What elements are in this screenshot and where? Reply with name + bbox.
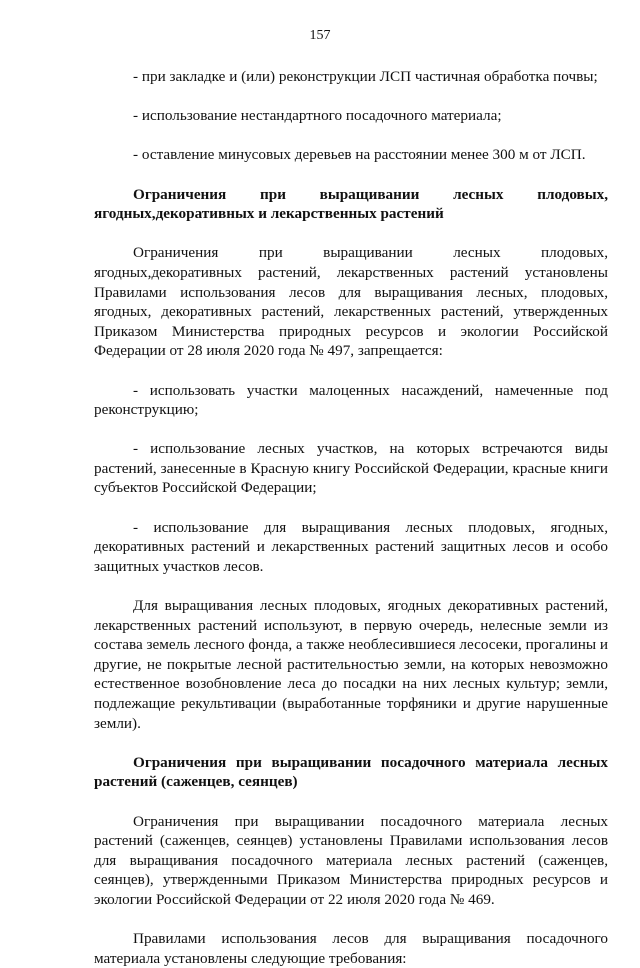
list-item-soil-treatment: - при закладке и (или) реконструкции ЛСП частичная обработка почвы; xyxy=(133,68,598,85)
paragraph-planting-material-rules: Ограничения при выращивании посадочного материала лесных растений (саженцев, сеянцев) установлены Правилами использования лесов для выращивания посадочного материала лесных растений (саженцев, сеянцев), утвержденными Приказом Министерства природных ресурсов и экологии Российской Федерации от 22 июля 2020 года № 469. xyxy=(94,812,608,908)
section-heading-planting-material: Ограничения при выращивании посадочного материала лесных растений (саженцев, сеянцев) xyxy=(94,753,608,791)
section-heading-fruit-plants: Ограничения при выращивании лесных плодовых, ягодных,декоративных и лекарственных растений xyxy=(94,185,608,223)
page-number: 157 xyxy=(309,28,331,43)
paragraph-land-selection: Для выращивания лесных плодовых, ягодных декоративных растений, лекарственных растений используют, в первую очередь, нелесные земли из состава земель лесного фонда, а также необлесившиеся лесосеки, прогалины и другие, не покрытые лесной растительностью земли, на которых невозможно естественное возобновление леса до посадки на них лесных культур; земли, подлежащие рекультивации (выработанные торфяники и другие нарушенные земли). xyxy=(94,597,608,732)
paragraph-fruit-plants-rules: Ограничения при выращивании лесных плодовых, ягодных,декоративных растений, лекарственных растений установлены Правилами использования лесов для выращивания лесных, плодовых, ягодных, декоративных растений, лекарственных растений, утвержденных Приказом Министерства природных ресурсов и экологии Российской Федерации от 28 июля 2020 года № 497, запрещается: xyxy=(94,244,608,360)
list-item-minus-trees: - оставление минусовых деревьев на расстоянии менее 300 м от ЛСП. xyxy=(133,146,586,164)
list-item-low-value-stands: - использовать участки малоценных насаждений, намеченные под реконструкцию; xyxy=(94,381,608,419)
list-item-red-book-species: - использование лесных участков, на которых встречаются виды растений, занесенные в Красную книгу Российской Федерации, красные книги субъектов Российской Федерации; xyxy=(94,440,608,497)
list-item-nonstandard-material: - использование нестандартного посадочного материала; xyxy=(133,107,502,125)
page-body xyxy=(94,67,608,968)
list-item-protective-forests: - использование для выращивания лесных плодовых, ягодных, декоративных растений и лекарственных растений защитных лесов и особо защитных участков лесов. xyxy=(94,518,608,575)
paragraph-requirements-intro: Правилами использования лесов для выращивания посадочного материала установлены следующие требования: xyxy=(94,930,608,967)
